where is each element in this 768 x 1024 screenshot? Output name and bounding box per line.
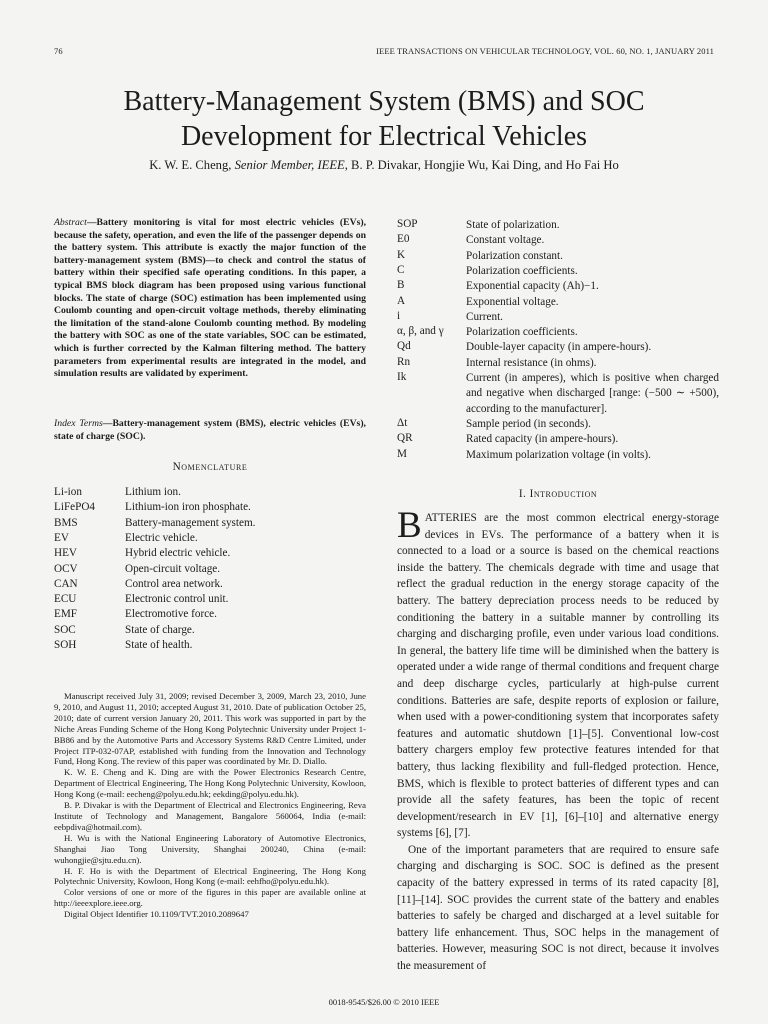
nomenclature-meaning: Lithium-ion iron phosphate. xyxy=(125,501,251,514)
footnote: H. Wu is with the National Engineering Laboratory of Automotive Electronics, Shanghai Jiao Tong University, Shanghai 200240, China (e-mail: wuhongjie@sjtu.edu.cn). xyxy=(54,832,366,865)
index-terms-block xyxy=(54,418,366,443)
nomenclature-list xyxy=(54,486,366,656)
footnote: Color versions of one or more of the figures in this paper are available online at http://ieeexplore.ieee.org. xyxy=(54,887,366,909)
intro-paragraph-1-text: ATTERIES are the most common electrical energy-storage devices in EVs. The performance of a battery when it is connected to a load or a source is based on the chemical reactions inside the battery. The chemicals degrade with time and usage that reflect the gradual reduction in the energy storage capacity of the battery. The battery depreciation process needs to be reduced by conditioning the battery in a suitable manner by controlling its charging and discharging profile, even under various load conditions. In general, the battery life time will be diminished when the battery is operated under a wide range of thermal conditions and frequent charge and deep discharge cycles, particularly at high-pulse current conditions. Batteries are safe, despite reports of explosion or failure, when used with a power-conditioning system that incorporates safety features and automatic shutdown [1]–[5]. Conventional low-cost battery chargers employ few protective features intended for that battery, thus lacking flexibility and full-fledged protection. Hence, BMS, which is flexible to protect batteries of different types and can provide all the safety features, has been the topic of recent development/research in EV [1], [6]–[10] and alternative energy systems [6], [7]. xyxy=(397,512,719,840)
nomenclature-abbr: OCV xyxy=(54,562,78,575)
footnotes xyxy=(54,691,366,920)
symbol-name: C xyxy=(397,263,405,276)
footnote: B. P. Divakar is with the Department of Electrical and Electronics Engineering, Reva Institute of Technology and Management, Bangalore 560064, India (e-mail: eebpdiva@hotmail.com). xyxy=(54,800,366,832)
page-number: 76 xyxy=(54,46,63,56)
nomenclature-heading: Nomenclature xyxy=(172,461,248,473)
nomenclature-abbr: HEV xyxy=(54,547,77,560)
symbol-meaning: Rated capacity (in ampere-hours). xyxy=(466,433,619,446)
abstract xyxy=(54,217,366,381)
nomenclature-row xyxy=(54,532,366,546)
nomenclature-abbr: ECU xyxy=(54,593,77,606)
author-first: K. W. E. Cheng, xyxy=(149,158,232,172)
nomenclature-row xyxy=(54,578,366,592)
nomenclature-row xyxy=(54,547,366,561)
nomenclature-meaning: State of charge. xyxy=(125,623,195,636)
symbol-meaning: Internal resistance (in ohms). xyxy=(466,356,597,369)
nomenclature-abbr: Li-ion xyxy=(54,486,82,498)
nomenclature-meaning: Control area network. xyxy=(125,577,223,590)
nomenclature-row xyxy=(54,501,366,515)
abstract-label: Abstract xyxy=(54,217,87,228)
symbol-meaning: Exponential capacity (Ah)−1. xyxy=(466,280,599,293)
introduction-body xyxy=(397,505,719,975)
symbol-name: K xyxy=(397,248,406,261)
journal-header: IEEE TRANSACTIONS ON VEHICULAR TECHNOLOGY, VOL. 60, NO. 1, JANUARY 2011 xyxy=(376,46,714,56)
symbol-meaning: Polarization constant. xyxy=(466,249,563,262)
symbol-name: α, β, and γ xyxy=(397,325,444,338)
symbol-meaning: Polarization coefficients. xyxy=(466,264,578,277)
nomenclature-meaning: Lithium ion. xyxy=(125,486,181,498)
symbol-meaning: Maximum polarization voltage (in volts). xyxy=(466,448,651,461)
symbol-name: A xyxy=(397,294,406,307)
symbol-meaning: Double-layer capacity (in ampere-hours). xyxy=(466,341,652,354)
intro-paragraph-2: One of the important parameters that are required to ensure safe charging and discharging is SOC. SOC is defined as the present capacity of the battery expressed in terms of its rated capacity [8], [11]–[14]. SOC provides the current state of the battery and enables batteries to safely be charged and discharged at a level suitable for battery life enhancement. Thus, SOC helps in the management of batteries. However, measuring SOC is not direct, because it involves the measurement of xyxy=(397,843,719,973)
symbol-name: SOP xyxy=(397,218,418,230)
copyright-line: 0018-9545/$26.00 © 2010 IEEE xyxy=(328,997,440,1007)
nomenclature-abbr: CAN xyxy=(54,577,78,590)
symbol-meaning: Sample period (in seconds). xyxy=(466,418,591,430)
author-rest: , B. P. Divakar, Hongjie Wu, Kai Ding, and Ho Fai Ho xyxy=(344,158,619,172)
author-line xyxy=(0,158,768,173)
nomenclature-meaning: Electronic control unit. xyxy=(125,593,229,606)
footnote: Manuscript received July 31, 2009; revised December 3, 2009, March 23, 2010, June 9, 2010, and August 11, 2010; accepted August 31, 2010. Date of publication October 25, 2010; date of current version January 20, 2011. This work was supported in part by the Niche Areas Funding Scheme of the Hong Kong Polytechnic University under Project 1-BB86 and by the Automotive Parts and Accessory Systems R&D Centre Limited, under Project ITP-032-07AP, established with funding from the Innovation and Technology Fund, Hong Kong. The review of this paper was coordinated by Mr. D. Diallo. xyxy=(54,691,366,767)
symbol-name: E0 xyxy=(397,233,410,246)
symbol-name: M xyxy=(397,447,407,460)
index-terms-label: Index Terms xyxy=(54,418,103,429)
section-heading-introduction: I. Introduction xyxy=(518,488,598,500)
nomenclature-meaning: Electric vehicle. xyxy=(125,531,198,544)
nomenclature-row xyxy=(54,608,366,622)
symbol-name: B xyxy=(397,279,405,292)
title-line-2: Development for Electrical Vehicles xyxy=(180,121,588,152)
abstract-text: —Battery monitoring is vital for most electric vehicles (EVs), because the safety, operation, and even the life of the passenger depends on the battery system. This attribute is exactly the major function of the battery-management system (BMS)—to check and control the status of battery within their specified safe operating conditions. In this paper, a typical BMS block diagram has been proposed using various functional blocks. The state of charge (SOC) estimation has been implemented using Coulomb counting and open-circuit voltage methods, thereby eliminating the limitation of the stand-alone Coulomb counting method. By modeling the battery with SOC as one of the state variables, SOC can be estimated, which is further corrected by the Kalman filtering method. The battery parameters from experimental results are integrated in the model, and simulation results are validated by experiment. xyxy=(54,217,366,380)
nomenclature-row xyxy=(54,624,366,638)
symbol-meaning: State of polarization. xyxy=(466,219,560,231)
symbol-name: Ik xyxy=(397,371,407,383)
nomenclature-row xyxy=(54,563,366,577)
nomenclature-meaning: Open-circuit voltage. xyxy=(125,562,221,575)
footnote: Digital Object Identifier 10.1109/TVT.2010.2089647 xyxy=(64,909,249,920)
symbol-name: Qd xyxy=(397,340,411,353)
abstract-block xyxy=(54,217,366,381)
nomenclature-row xyxy=(54,639,366,653)
symbol-meaning: Constant voltage. xyxy=(466,234,545,247)
intro-paragraph-1 xyxy=(397,505,719,842)
title-line-1: Battery-Management System (BMS) and SOC xyxy=(123,86,645,117)
index-terms-text: —Battery-management system (BMS), electric vehicles (EVs), state of charge (SOC). xyxy=(54,418,366,442)
paper-title xyxy=(0,84,768,154)
nomenclature-row xyxy=(54,517,366,531)
nomenclature-abbr: SOC xyxy=(54,623,76,636)
author-membership: Senior Member, IEEE xyxy=(234,158,345,172)
nomenclature-abbr: BMS xyxy=(54,516,78,529)
symbol-name: i xyxy=(397,309,401,322)
symbol-list xyxy=(397,218,719,468)
nomenclature-meaning: Battery-management system. xyxy=(125,516,256,529)
symbol-name: QR xyxy=(397,432,413,445)
nomenclature-meaning: State of health. xyxy=(125,639,193,651)
nomenclature-row xyxy=(54,593,366,607)
footnote-list xyxy=(54,691,366,920)
symbol-name: Δt xyxy=(397,417,408,429)
symbol-meaning: Polarization coefficients. xyxy=(466,326,578,339)
drop-cap: B xyxy=(397,505,422,546)
nomenclature-meaning: Hybrid electric vehicle. xyxy=(125,547,231,560)
footnote: K. W. E. Cheng and K. Ding are with the Power Electronics Research Centre, Department of Electrical Engineering, The Hong Kong Polytechnic University, Kowloon, Hong Kong (e-mail: eecheng@polyu.edu.hk; eekding@polyu.edu.hk). xyxy=(54,767,366,800)
nomenclature-abbr: SOH xyxy=(54,639,77,651)
symbol-meaning: Current. xyxy=(466,310,503,323)
symbol-meaning: Exponential voltage. xyxy=(466,295,559,308)
footnote: H. F. Ho is with the Department of Electrical Engineering, The Hong Kong Polytechnic University, Kowloon, Hong Kong (e-mail: eehfho@polyu.edu.hk). xyxy=(54,865,366,887)
nomenclature-abbr: EMF xyxy=(54,608,78,621)
nomenclature-meaning: Electromotive force. xyxy=(125,608,217,621)
nomenclature-row xyxy=(54,486,366,500)
symbol-meaning: Current (in amperes), which is positive when charged and negative when discharged [range: (−500 ∼ +500), according to the manufacturer]. xyxy=(466,372,719,415)
symbol-name: Rn xyxy=(397,355,411,368)
index-terms xyxy=(54,418,366,443)
nomenclature-abbr: EV xyxy=(54,531,69,544)
nomenclature-abbr: LiFePO4 xyxy=(54,501,96,514)
